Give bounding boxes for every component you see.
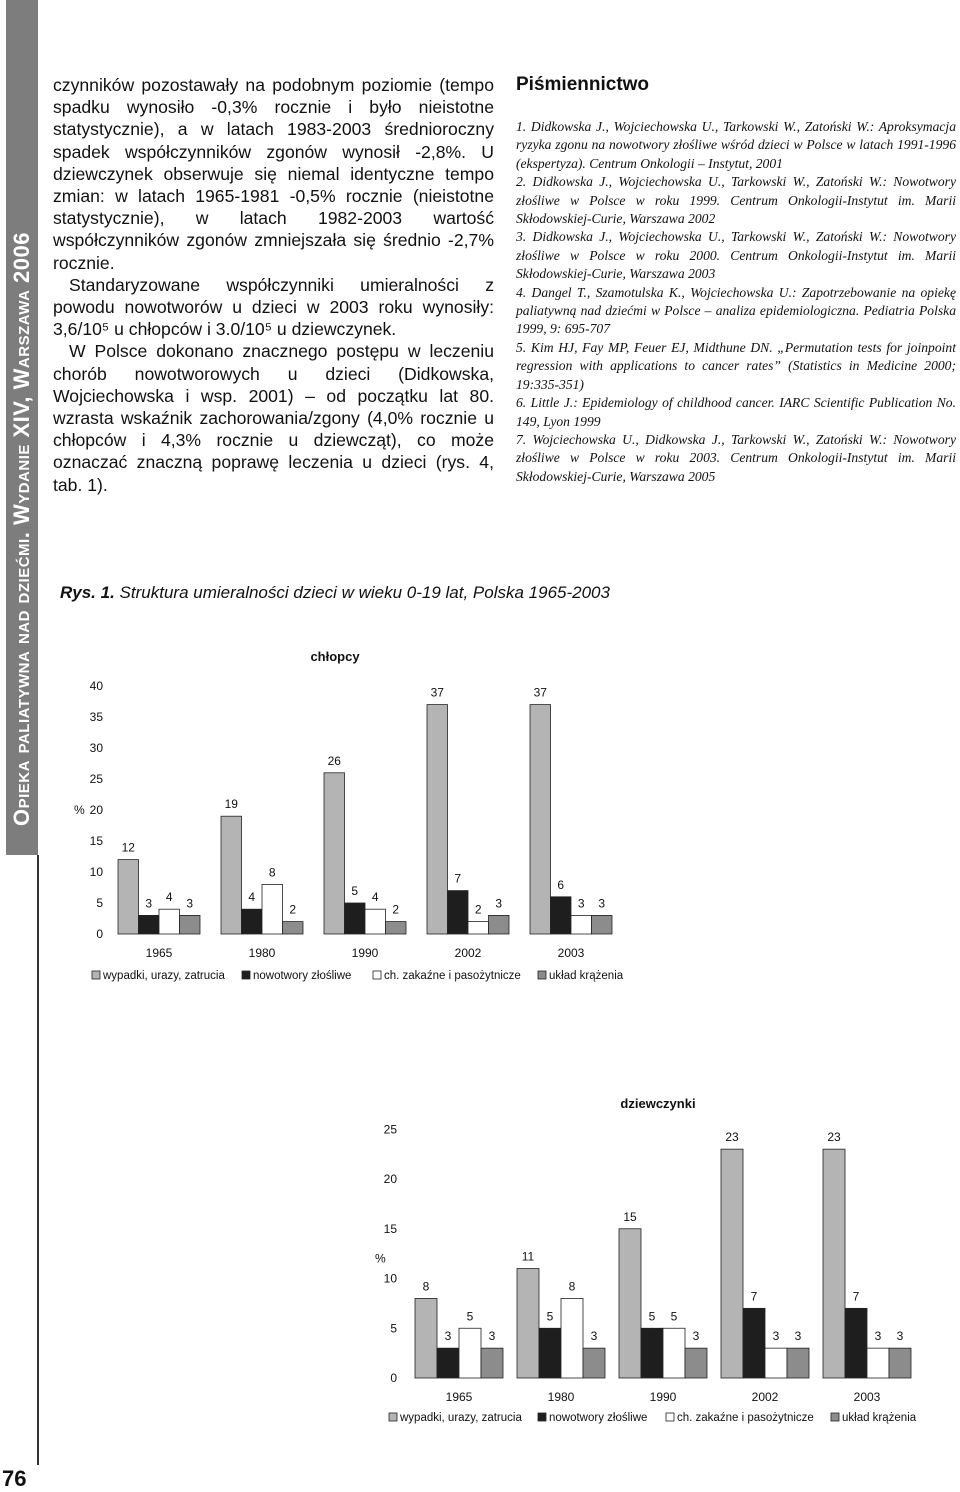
- legend-label: ch. zakaźne i pasożytnicze: [384, 970, 521, 982]
- bar-value-label: 3: [692, 1329, 700, 1344]
- bar: [324, 773, 345, 934]
- y-tick-label: 15: [89, 834, 103, 848]
- bar-value-label: 3: [186, 896, 194, 911]
- bar: [743, 1308, 765, 1378]
- legend-label: nowotwory złośliwe: [253, 970, 352, 982]
- bar: [427, 705, 448, 934]
- bar: [159, 909, 180, 934]
- y-tick-label: 30: [89, 741, 103, 755]
- bar-value-label: 3: [495, 896, 503, 911]
- bar-value-label: 3: [896, 1329, 904, 1344]
- legend-swatch: [666, 1413, 674, 1421]
- x-category-label: 2003: [557, 946, 585, 960]
- bar-value-label: 19: [224, 797, 238, 812]
- bar: [592, 915, 613, 934]
- body-paragraph-3: W Polsce dokonano znacznego postępu w leczeniu chorób nowotworowych u dzieci (Didkowska, Wojciechowska i wsp. 2001) – od początku lat 80. wzrasta wskaźnik zachorowania/zgony (4,0% rocznie u chłopców i 4,3% rocznie u dziewcząt), co może oznaczać znaczną poprawę leczenia u dzieci (rys. 4, tab. 1).: [53, 341, 494, 495]
- legend-swatch: [373, 971, 381, 979]
- y-tick-label: 35: [89, 710, 103, 724]
- bar-value-label: 3: [145, 896, 153, 911]
- bar: [571, 915, 592, 934]
- y-tick-label: 5: [96, 896, 103, 910]
- y-tick-label: 25: [383, 1122, 397, 1137]
- legend-label: wypadki, urazy, zatrucia: [400, 1412, 522, 1424]
- bar: [530, 705, 551, 934]
- bar-value-label: 4: [248, 890, 256, 905]
- x-category-label: 2002: [454, 946, 482, 960]
- bar: [242, 909, 263, 934]
- x-category-label: 1990: [351, 946, 379, 960]
- bar: [459, 1328, 481, 1378]
- bar-value-label: 26: [327, 753, 341, 768]
- references-title: Piśmiennictwo: [516, 74, 650, 95]
- y-tick-label: 40: [89, 679, 103, 693]
- y-tick-label: 15: [383, 1221, 397, 1236]
- legend-swatch: [538, 1413, 546, 1421]
- bar: [468, 922, 489, 934]
- y-tick-label: 5: [390, 1321, 397, 1336]
- bar-value-label: 37: [430, 685, 444, 700]
- bar-value-label: 23: [827, 1130, 841, 1145]
- bar-value-label: 5: [466, 1309, 474, 1324]
- x-category-label: 1990: [649, 1390, 677, 1404]
- bar: [180, 915, 201, 934]
- chart-title: dziewczynki: [620, 1096, 696, 1111]
- bar: [787, 1348, 809, 1378]
- bar-value-label: 5: [546, 1309, 554, 1324]
- y-tick-label: 0: [96, 927, 103, 941]
- body-paragraph-2: Standaryzowane współczynniki umieralności z powodu nowotworów u dzieci w 2003 roku wynosiły: 3,6/10⁵ u chłopców i 3.0/10⁵ u dziewczynek.: [53, 274, 494, 340]
- bar: [262, 884, 283, 934]
- y-tick-label: 10: [89, 865, 103, 879]
- bar: [583, 1348, 605, 1378]
- legend-label: ch. zakaźne i pasożytnicze: [677, 1412, 814, 1424]
- legend-label: wypadki, urazy, zatrucia: [103, 970, 225, 982]
- reference-item: 6. Little J.: Epidemiology of childhood cancer. IARC Scientific Publication No. 149, Lyon 1999: [516, 395, 956, 429]
- bar-value-label: 3: [444, 1329, 452, 1344]
- bar-value-label: 2: [474, 902, 482, 917]
- bar: [345, 903, 366, 934]
- legend-swatch: [389, 1413, 397, 1421]
- reference-item: 5. Kim HJ, Fay MP, Feuer EJ, Midthune DN. „Permutation tests for joinpoint regression with applications to cancer rates” (Statistics in Medicine 2000; 19:335-351): [516, 339, 956, 392]
- y-tick-label: 20: [383, 1172, 397, 1186]
- bar-value-label: 5: [351, 884, 359, 898]
- bar-value-label: 11: [521, 1249, 535, 1264]
- reference-item: 3. Didkowska J., Wojciechowska U., Tarkowski W., Zatoński W.: Nowotwory złośliwe w Polsce w roku 2000. Centrum Onkologii-Instytut im. Marii Skłodowskiej-Curie, Warszawa 2003: [516, 229, 956, 282]
- body-paragraph-1: czynników pozostawały na podobnym poziomie (tempo spadku wynosiło -0,3% rocznie i było nieistotne statystycznie), a w latach 1983-2003 średnioroczny spadek współczynników zgonów wynosił -2,8%. U dziewczynek obserwuje się niemal identyczne tempo zmian: w latach 1965-1981 -0,5% rocznie (nieistotne statystycznie), w latach 1982-2003 wartość współczynników zgonów zmniejszała się średnio -2,7% rocznie.: [53, 75, 494, 273]
- bar: [663, 1328, 685, 1378]
- bar: [867, 1348, 889, 1378]
- reference-item: 4. Dangel T., Szamotulska K., Wojciechowska U.: Zapotrzebowanie na opiekę paliatywną nad dziećmi w Polsce – analiza epidemiologiczna. Pediatria Polska 1999, 9: 695-707: [516, 284, 956, 337]
- x-category-label: 1980: [248, 946, 276, 960]
- y-axis-label: %: [375, 1251, 386, 1266]
- bar-value-label: 8: [268, 865, 276, 880]
- bar-value-label: 23: [725, 1130, 739, 1145]
- bar-value-label: 5: [648, 1309, 656, 1324]
- bar-value-label: 2: [289, 902, 297, 917]
- bar: [139, 915, 160, 934]
- bar-value-label: 3: [794, 1329, 802, 1344]
- bar: [437, 1348, 459, 1378]
- bar-value-label: 15: [623, 1209, 637, 1224]
- bar-value-label: 4: [371, 890, 379, 905]
- bar-value-label: 7: [454, 871, 462, 886]
- bar-value-label: 8: [568, 1279, 576, 1294]
- bar-value-label: 3: [874, 1329, 882, 1344]
- figure-caption-text: Struktura umieralności dzieci w wieku 0-19 lat, Polska 1965-2003: [119, 583, 610, 602]
- reference-item: 1. Didkowska J., Wojciechowska U., Tarkowski W., Zatoński W.: Aproksymacja ryzyka zgonu na nowotwory złośliwe wśród dzieci w Polsce w latach 1991-1996 (ekspertyza). Centrum Onkologii – Instytut, 2001: [516, 119, 956, 171]
- bar: [365, 909, 386, 934]
- legend-swatch: [831, 1413, 839, 1421]
- legend-swatch: [92, 971, 100, 979]
- y-tick-label: 25: [89, 772, 103, 786]
- bar: [517, 1269, 539, 1378]
- y-tick-label: 10: [383, 1271, 397, 1286]
- legend-swatch: [242, 971, 250, 979]
- x-category-label: 1965: [145, 946, 173, 960]
- bar: [489, 915, 510, 934]
- bar: [448, 891, 469, 934]
- figure-label: Rys. 1.: [60, 583, 115, 602]
- bar-value-label: 3: [577, 896, 585, 911]
- bar: [721, 1149, 743, 1378]
- page-number: 76: [2, 1466, 27, 1491]
- bar: [685, 1348, 707, 1378]
- bar-value-label: 3: [598, 896, 606, 911]
- x-category-label: 1980: [547, 1390, 575, 1404]
- bar: [845, 1308, 867, 1378]
- bar: [619, 1229, 641, 1378]
- x-category-label: 2003: [853, 1390, 881, 1404]
- bar: [641, 1328, 663, 1378]
- bar: [539, 1328, 561, 1378]
- bar: [283, 922, 304, 934]
- legend-swatch: [538, 971, 546, 979]
- bar-value-label: 3: [772, 1329, 780, 1344]
- bar-value-label: 5: [670, 1309, 678, 1324]
- bar-value-label: 37: [533, 685, 547, 700]
- bar-value-label: 12: [121, 840, 135, 855]
- legend-label: układ krążenia: [549, 970, 624, 982]
- chart-title: chłopcy: [310, 649, 360, 664]
- bar-value-label: 8: [422, 1279, 430, 1294]
- bar: [889, 1348, 911, 1378]
- bar: [765, 1348, 787, 1378]
- bar-value-label: 3: [590, 1329, 598, 1344]
- legend-label: nowotwory złośliwe: [549, 1412, 648, 1424]
- bar-value-label: 3: [488, 1329, 496, 1344]
- sidebar-title: Opieka paliatywna nad dziećmi. Wydanie XIV, Warszawa 2006: [9, 232, 34, 826]
- bar: [118, 860, 139, 934]
- x-category-label: 1965: [445, 1390, 473, 1404]
- y-axis-label: %: [74, 803, 85, 817]
- bar: [823, 1149, 845, 1378]
- bar: [551, 897, 572, 934]
- bar-value-label: 7: [750, 1289, 758, 1304]
- y-tick-label: 20: [89, 803, 103, 817]
- bar: [481, 1348, 503, 1378]
- bar-value-label: 2: [392, 902, 400, 917]
- y-tick-label: 0: [390, 1371, 397, 1385]
- reference-item: 7. Wojciechowska U., Didkowska J., Tarkowski W., Zatoński W.: Nowotwory złośliwe w Polsce w roku 2003. Centrum Onkologii-Instytut im. Marii Skłodowskiej-Curie, Warszawa 2005: [516, 431, 956, 484]
- legend-label: układ krążenia: [842, 1412, 917, 1424]
- bar: [561, 1298, 583, 1378]
- bar-value-label: 4: [165, 890, 173, 905]
- bar: [221, 816, 242, 934]
- reference-item: 2. Didkowska J., Wojciechowska U., Tarkowski W., Zatoński W.: Nowotwory złośliwe w Polsce w roku 1999. Centrum Onkologii-Instytut im. Marii Skłodowskiej-Curie, Warszawa 2002: [516, 174, 956, 227]
- x-category-label: 2002: [751, 1390, 779, 1404]
- bar: [415, 1298, 437, 1378]
- bar-value-label: 6: [557, 877, 565, 892]
- bar: [386, 922, 407, 934]
- bar-value-label: 7: [852, 1289, 860, 1304]
